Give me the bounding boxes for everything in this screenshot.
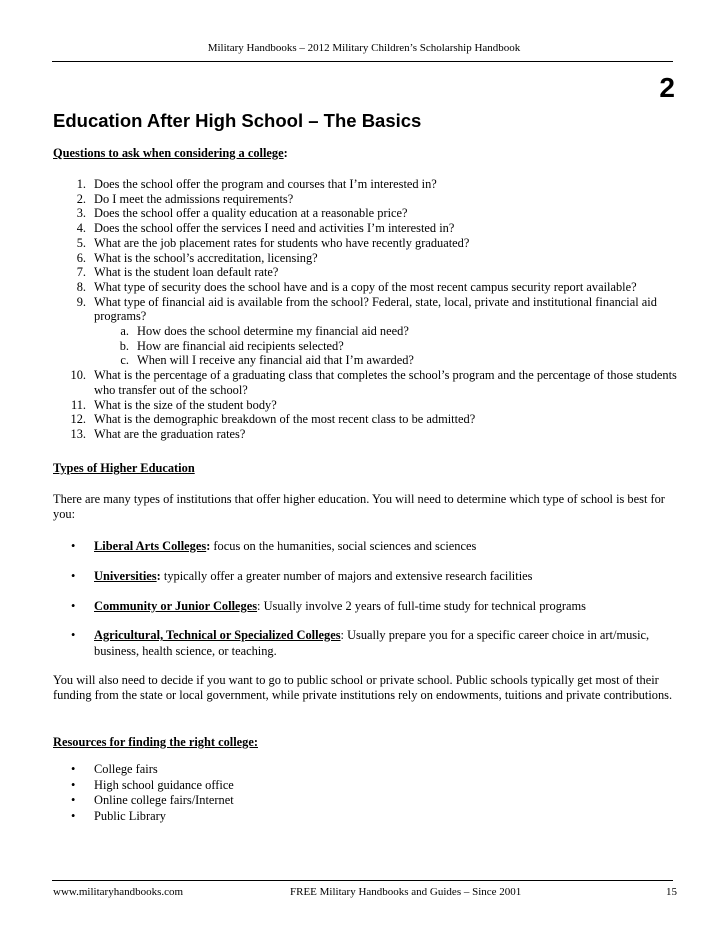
- list-item: 6. What is the school’s accreditation, licensing?: [76, 250, 318, 265]
- bullet-icon: •: [71, 793, 76, 807]
- list-item: 7. What is the student loan default rate?: [76, 265, 279, 280]
- bullet-icon: •: [71, 808, 76, 823]
- list-item: • Public Library: [71, 808, 166, 823]
- types-list: [53, 627, 673, 659]
- bullet-icon: •: [71, 569, 76, 583]
- list-item: 2. Do I meet the admissions requirements?: [76, 191, 294, 206]
- questions-heading: Questions to ask when considering a college: [53, 146, 284, 160]
- bullet-icon: •: [71, 762, 76, 776]
- header-rule: [52, 61, 673, 62]
- list-item: 13. What are the graduation rates?: [70, 426, 246, 441]
- footer-website: www.militaryhandbooks.com: [53, 886, 184, 898]
- bullet-icon: •: [71, 539, 76, 553]
- list-item: 1. Does the school offer the program and courses that I’m interested in?: [76, 177, 437, 191]
- questions-list: [53, 177, 683, 442]
- list-item: • Online college fairs/Internet: [71, 793, 234, 807]
- list-item: 12. What is the demographic breakdown of the most recent class to be admitted?: [70, 412, 476, 427]
- types-heading: Types of Higher Education: [53, 461, 195, 475]
- bullet-icon: •: [71, 628, 76, 642]
- list-item: • College fairs: [71, 762, 158, 776]
- financial-aid-sublist: [94, 324, 683, 368]
- list-item: • Agricultural, Technical or Specialized Colleges: Usually prepare you for a specific career choice in art/music, business, health science, or teaching.: [71, 628, 650, 658]
- list-item: • Liberal Arts Colleges: focus on the humanities, social sciences and sciences: [71, 539, 477, 553]
- sub-list-item: c. When will I receive any financial aid that I’m awarded?: [120, 353, 414, 368]
- sub-list-item: b. How are financial aid recipients selected?: [119, 338, 344, 353]
- running-header: Military Handbooks – 2012 Military Children’s Scholarship Handbook: [207, 42, 521, 54]
- list-item: 9. What type of financial aid is available from the school? Federal, state, local, private and institutional financial aid programs? a. How does the school determine my financial aid need? b. How are financial aid recipients selected? c. When will I receive any financial aid that I’m awarded?: [53, 295, 683, 369]
- sub-list-item: a. How does the school determine my financial aid need?: [120, 324, 409, 339]
- footer-rule: [52, 880, 673, 881]
- list-item: 4. Does the school offer the services I need and activities I’m interested in?: [76, 221, 455, 236]
- list-item: 5. What are the job placement rates for students who have recently graduated?: [76, 235, 470, 250]
- page-title: Education After High School – The Basics: [53, 110, 422, 131]
- list-item: • Universities: typically offer a greater number of majors and extensive research facilities: [71, 569, 533, 583]
- chapter-number: 2: [659, 72, 675, 103]
- list-item: • High school guidance office: [71, 777, 234, 792]
- bullet-icon: •: [71, 777, 76, 792]
- list-item: 10. What is the percentage of a graduating class that completes the school’s program and the percentage of those students who transfer out of the school?: [70, 368, 677, 397]
- types-list: [53, 568, 673, 584]
- types-list: [53, 538, 673, 554]
- bullet-icon: •: [71, 599, 76, 613]
- questions-heading-line: Questions to ask when considering a college:: [53, 146, 288, 160]
- public-private-paragraph: You will also need to decide if you want to go to public school or private school. Public schools typically get most of their funding from the state or local government, while private institutions rely on endowments, tuitions and private contributions.: [53, 673, 673, 703]
- list-item: 8. What type of security does the school have and is a copy of the most recent campus security report available?: [76, 279, 637, 294]
- list-item: • Community or Junior Colleges: Usually involve 2 years of full-time study for technical programs: [71, 599, 587, 613]
- page-number: 15: [666, 886, 677, 898]
- list-item: 11. What is the size of the student body?: [70, 397, 277, 412]
- types-list: [53, 598, 673, 614]
- types-intro: There are many types of institutions that offer higher education. You will need to determine which type of school is best for you:: [53, 492, 665, 522]
- resources-list: [53, 762, 234, 824]
- footer-tagline: FREE Military Handbooks and Guides – Since 2001: [290, 886, 522, 898]
- resources-heading: Resources for finding the right college:: [53, 735, 258, 749]
- list-item: 3. Does the school offer a quality education at a reasonable price?: [76, 206, 408, 221]
